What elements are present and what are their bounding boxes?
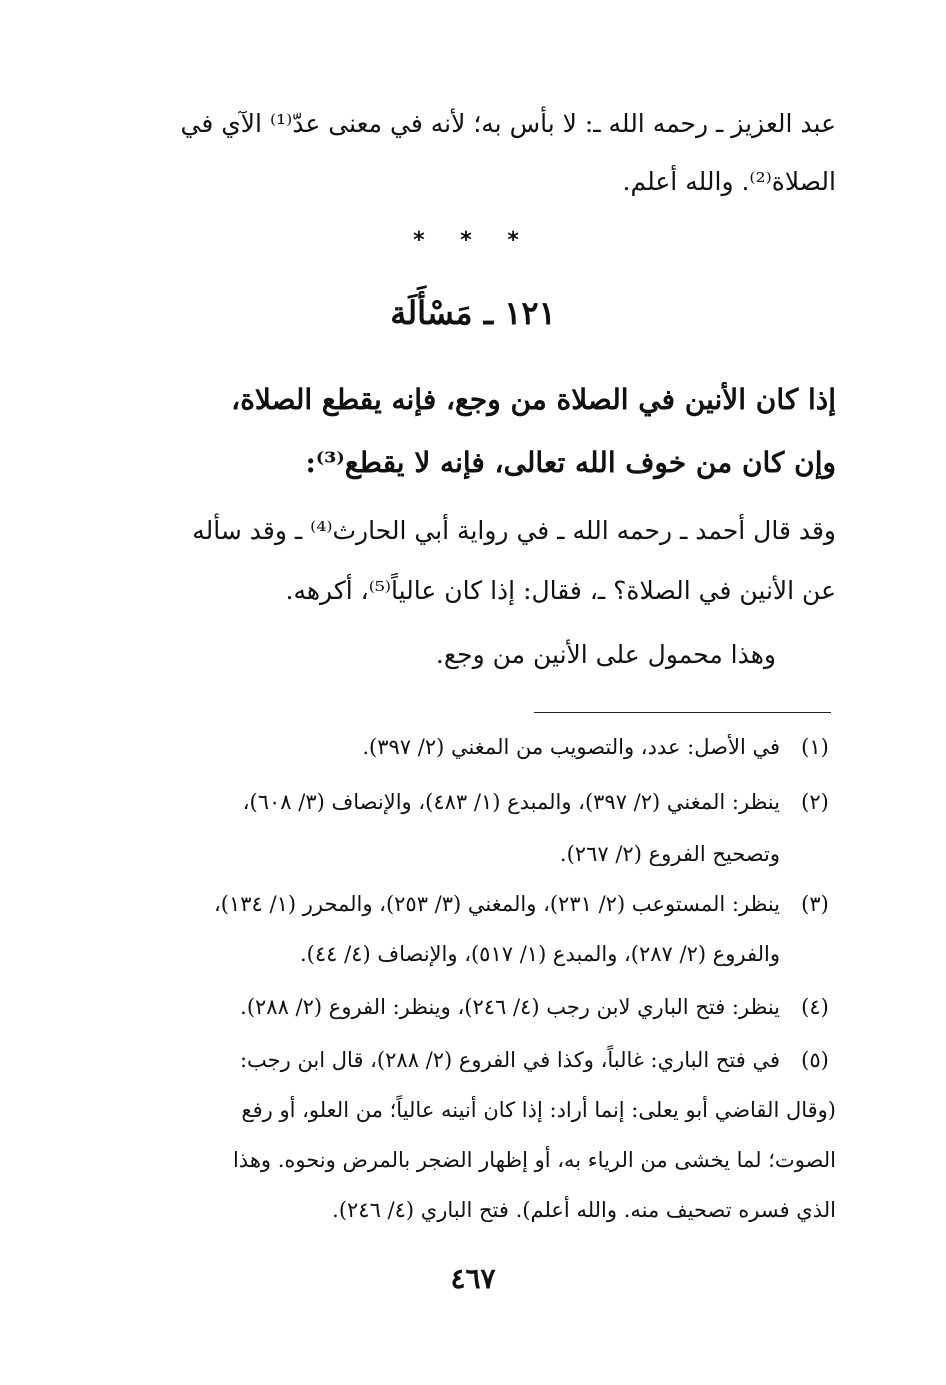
footnote-text: في الأصل: عدد، والتصويب من المغني (٢/ ٣٩٧). [362, 735, 780, 759]
footnote-text: وتصحيح الفروع (٢/ ٢٦٧). [559, 842, 780, 866]
footnote-number: (٥) [801, 1048, 829, 1072]
intro-line-1: عبد العزيز ـ رحمه الله ـ: لا بأس به؛ لأنه في معنى عدّ⁽¹⁾ الآي في [180, 109, 836, 138]
footnote-number: (٣) [801, 892, 829, 916]
footnote-number: (٢) [801, 790, 829, 814]
footnote-text: ينظر: فتح الباري لابن رجب (٤/ ٢٤٦)، وينظر: الفروع (٢/ ٢٨٨). [240, 995, 780, 1019]
section-heading: ١٢١ ـ مَسْأَلَة [390, 294, 556, 332]
section-title-line-2: وإن كان من خوف الله تعالى، فإنه لا يقطع⁽³⁾: [305, 446, 836, 479]
footnote-number: (٤) [801, 995, 829, 1019]
footnote-text: الذي فسره تصحيف منه. والله أعلم). فتح الباري (٤/ ٢٤٦). [332, 1198, 836, 1222]
section-title-line-1: إذا كان الأنين في الصلاة من وجع، فإنه يقطع الصلاة، [231, 383, 836, 416]
footnote-text: (وقال القاضي أبو يعلى: إنما أراد: إذا كان أنينه عالياً؛ من العلو، أو رفع [241, 1098, 836, 1122]
section-separator: * * * [413, 228, 533, 253]
footnote-divider [534, 712, 831, 713]
footnote-text: ينظر: المستوعب (٢/ ٢٣١)، والمغني (٣/ ٢٥٣)، والمحرر (١/ ١٣٤)، [213, 892, 780, 916]
paragraph-2: وهذا محمول على الأنين من وجع. [435, 640, 776, 669]
footnote-text: ينظر: المغني (٢/ ٣٩٧)، والمبدع (١/ ٤٨٣)، والإنصاف (٣/ ٦٠٨)، [242, 790, 780, 814]
footnote-text: الصوت؛ لما يخشى من الرياء به، أو إظهار الضجر بالمرض ونحوه. وهذا [232, 1148, 836, 1172]
footnote-text: والفروع (٢/ ٢٨٧)، والمبدع (١/ ٥١٧)، والإنصاف (٤/ ٤٤). [299, 942, 780, 966]
paragraph-1-line-1: وقد قال أحمد ـ رحمه الله ـ في رواية أبي الحارث⁽⁴⁾ ـ وقد سأله [192, 516, 836, 545]
intro-line-2: الصلاة⁽²⁾. والله أعلم. [622, 167, 836, 196]
footnote-text: في فتح الباري: غالباً، وكذا في الفروع (٢/ ٢٨٨)، قال ابن رجب: [239, 1048, 780, 1072]
footnote-number: (١) [801, 735, 829, 759]
paragraph-1-line-2: عن الأنين في الصلاة؟ ـ، فقال: إذا كان عالياً⁽⁵⁾، أكرهه. [285, 576, 836, 605]
page-number: ٤٦٧ [450, 1262, 496, 1295]
